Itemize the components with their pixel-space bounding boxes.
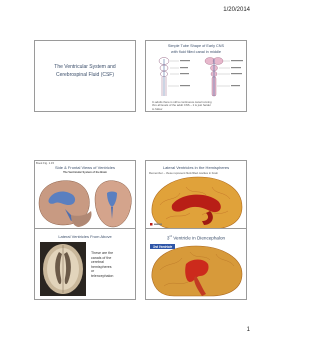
- slide-2-caption: In adults there is still a continuous canal running thru all levels of the adult CNS – it is just harder to follow: [152, 100, 212, 111]
- slide-4: [145, 160, 247, 232]
- slide-4-title: Lateral Ventricles in the Hemispheres: [162, 165, 230, 170]
- slide-4-subtitle: Remember – these represent fluid-filled cavities in brain: [149, 171, 219, 175]
- slide-5-line-1: These are the: [91, 251, 114, 255]
- slide-2: [145, 40, 247, 112]
- slide-6-title-prefix: 3: [166, 235, 170, 241]
- slide-5-line-4: hemispheres: [91, 264, 112, 269]
- slide-5-line-3: cerebral: [91, 260, 104, 265]
- slide-3-book-ref: Book Fig. 1.15: [36, 161, 55, 165]
- slide-5-description: [91, 251, 113, 279]
- slide-1: [34, 40, 136, 112]
- slide-3-subtitle: The Ventricular System of the Brain: [63, 171, 107, 174]
- hemisphere-ventricles-illustration: [146, 175, 246, 231]
- slide-1-title-line2: Cerebrospinal Fluid (CSF): [55, 72, 115, 78]
- slide-6-title-rest: Ventricle in Diencephalon: [171, 235, 226, 241]
- slide-6-banner-label: 3rd Ventricle: [153, 244, 173, 249]
- diencephalon-illustration: [146, 242, 246, 298]
- slide-6-title-sup: rd: [169, 234, 172, 238]
- slide-2-title-line2: with fluid filled canal in middle: [170, 50, 222, 54]
- slide-2-title-line1: Simple Tube Shape of Early CNS: [167, 44, 225, 48]
- slide-1-title-line1: The Ventricular System and: [54, 64, 116, 70]
- page-number: 1: [246, 327, 250, 333]
- slide-3: [34, 160, 136, 232]
- slide-3-title: Side & Frontal Views of Ventricles: [55, 165, 115, 170]
- slide-6-title: [146, 234, 246, 241]
- header-date: 1/20/2014: [223, 7, 250, 13]
- slide-5-line-6: telencephalon: [91, 273, 114, 278]
- slide-5-line-2: canals of the: [91, 255, 112, 260]
- ventricles-from-above-photo: [40, 242, 86, 296]
- slide-5-line-5: or: [91, 269, 95, 274]
- ventricles-side-frontal-illustration: [35, 175, 135, 231]
- slide-6: [145, 228, 247, 300]
- neural-tube-diagram: [146, 56, 246, 100]
- slide-6-banner: [150, 244, 175, 249]
- slide-5-title: Lateral Ventricles From Above: [58, 234, 112, 239]
- slide-5: [34, 228, 136, 300]
